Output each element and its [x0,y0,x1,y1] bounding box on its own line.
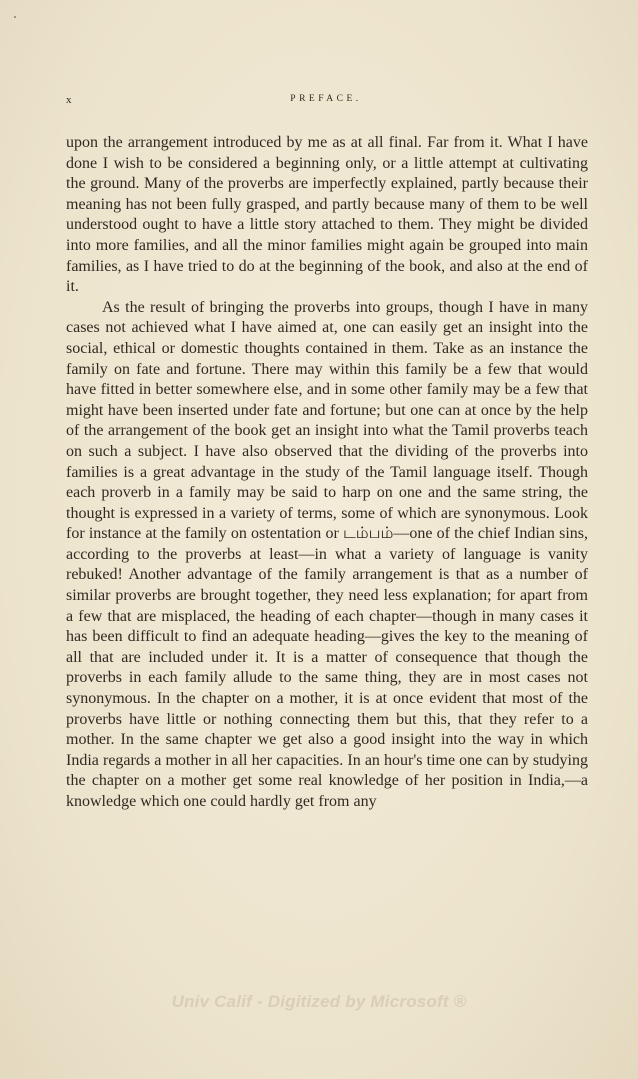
paper-speck [14,16,16,18]
running-title: PREFACE. [290,94,362,104]
paragraph: As the result of bringing the proverbs into groups, though I have in many cases not achieved what I have aimed at, one can easily get an insight into the social, ethical or domestic thoughts contained in them. Take as an instance the family on fate and fortune. There may within this family be a few that would have fitted in better somewhere else, and in some other family may be a few that might have been inserted under fate and fortune; but one can at once by the help of the arrangement of the book get an insight into what the Tamil proverbs teach on such a subject. I have also observed that the dividing of the proverbs into families is a great advantage in the study of the Tamil language itself. Though each proverb in a family may be said to harp on one and the same string, the thought is expressed in a variety of terms, some of which are synonymous. Look for instance at the family on ostentation or டம்பம்—one of the chief Indian sins, according to the proverbs at least—in what a variety of language is vanity rebuked! Another advantage of the family arrangement is that as a number of similar proverbs are brought together, they need less explanation; for apart from a few that are misplaced, the heading of each chapter—though in many cases it has been difficult to find an adequate heading—gives the key to the meaning of all that are included under it. It is a matter of consequence that though the proverbs in each family allude to the same thing, they are in most cases not synonymous. In the chapter on a mother, it is at once evident that most of the proverbs have little or nothing connecting them but this, that they refer to a mother. In the same chapter we get also a good insight into the way in which India regards a mother in all her capacities. In an hour's time one can by studying the chapter on a mother get some real knowledge of her position in India,—a knowledge which one could hardly get from any [66,298,588,810]
page-number: x [66,94,73,106]
digitization-watermark: Univ Calif - Digitized by Microsoft ® [171,992,467,1011]
paragraph-continued: upon the arrangement introduced by me as at all final. Far from it. What I have done I wish to be considered a beginning only, or a little attempt at cultivating the ground. Many of the proverbs are imperfectly explained, partly because their meaning has not been fully grasped, and partly because many of them to be well understood ought to have a little story attached to them. They might be divided into more families, and all the minor families might again be grouped into main families, as I have tried to do at the beginning of the book, and also at the end of it. [66,134,588,296]
body-text [66,133,588,813]
page-header [66,94,586,110]
